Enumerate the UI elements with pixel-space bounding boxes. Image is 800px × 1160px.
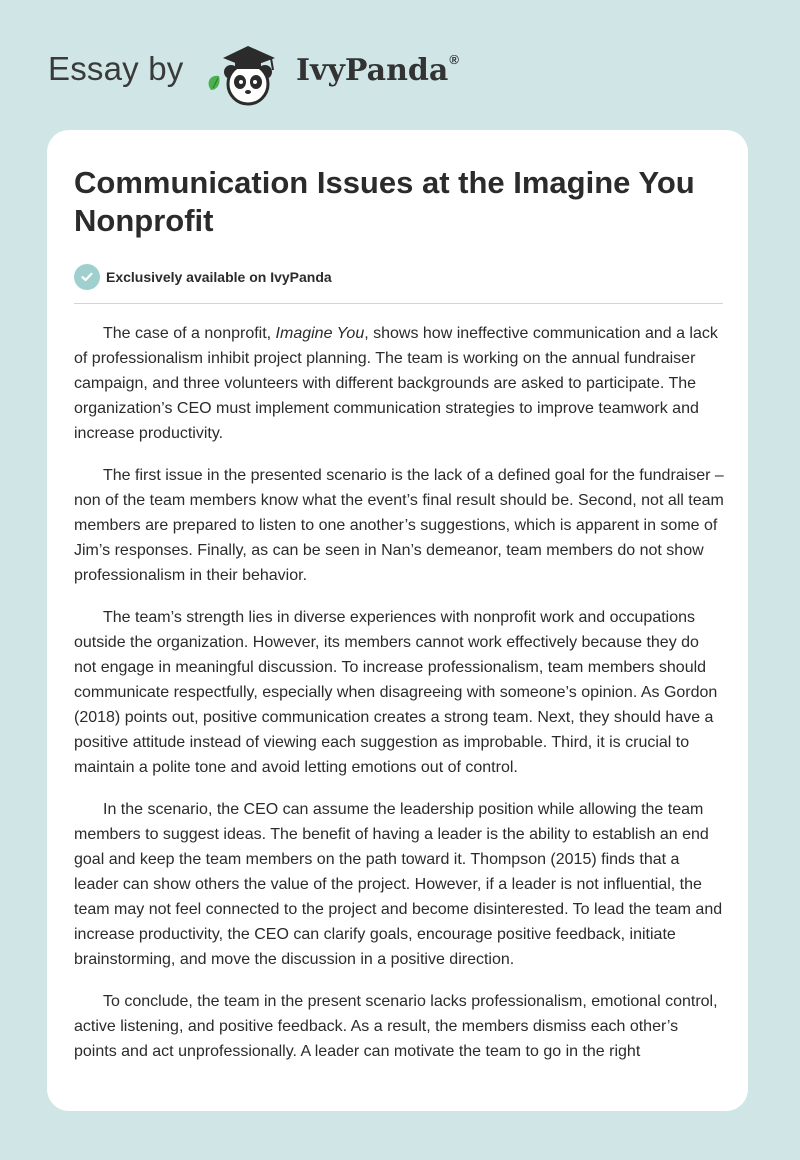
paragraph-2: The first issue in the presented scenario is the lack of a defined goal for the fundraiser – non of the team members know what the event’s final result should be. Second, not all team members are prepared to listen to one another’s suggestions, which is apparent in some of Jim’s responses. Finally, as can be seen in Nan’s demeanor, team members do not show professionalism in their behavior. xyxy=(74,467,724,584)
brand-text: IvyPanda xyxy=(296,53,449,88)
brand-name[interactable] xyxy=(296,52,459,88)
paragraph-1-end: , shows how ineffective communication and a lack of professionalism inhibit project planning. The team is working on the annual fundraiser campaign, and three volunteers with different backgrounds are asked to participate. The organization’s CEO must implement communication strategies to improve teamwork and increase productivity. xyxy=(74,325,718,442)
paragraph-3: The team’s strength lies in diverse experiences with nonprofit work and occupations outside the organization. However, its members cannot work effectively because they do not engage in meaningful discussion. To increase professionalism, team members should communicate respectfully, especially when disagreeing with someone’s opinion. As Gordon (2018) points out, positive communication creates a strong team. Next, they should have a positive attitude instead of viewing each suggestion as improbable. Third, it is crucial to maintain a polite tone and avoid letting emotions out of control. xyxy=(74,609,718,776)
panda-graduate-logo-icon[interactable] xyxy=(201,36,291,108)
paragraph-4: In the scenario, the CEO can assume the leadership position while allowing the team members to suggest ideas. The benefit of having a leader is the ability to establish an end goal and keep the team members on the path toward it. Thompson (2015) finds that a leader can show others the value of the project. However, if a leader is not influential, the team may not feel connected to the project and become disinterested. To lead the team and increase productivity, the CEO can clarify goals, encourage positive feedback, initiate brainstorming, and move the discussion in a positive direction. xyxy=(74,801,723,968)
essay-card xyxy=(47,130,748,1111)
paragraph-5: To conclude, the team in the present scenario lacks professionalism, emotional control, active listening, and positive feedback. As a result, the members dismiss each other’s points and act unprofessionally. A leader can motivate the team to go in the right xyxy=(74,993,718,1060)
essay-body xyxy=(74,321,724,1081)
paragraph-1 xyxy=(74,321,724,446)
availability-text: Exclusively available on IvyPanda xyxy=(106,269,332,285)
organization-name: Imagine You xyxy=(275,325,365,342)
site-header xyxy=(48,30,748,110)
availability-badge xyxy=(74,264,332,290)
page-title: Communication Issues at the Imagine You Nonprofit xyxy=(74,165,695,238)
registered-mark: ® xyxy=(449,52,459,67)
essay-by-label: Essay by xyxy=(48,50,184,87)
paragraph-1-start: The case of a nonprofit, xyxy=(103,325,276,342)
divider xyxy=(74,303,723,304)
check-circle-icon xyxy=(74,264,100,290)
